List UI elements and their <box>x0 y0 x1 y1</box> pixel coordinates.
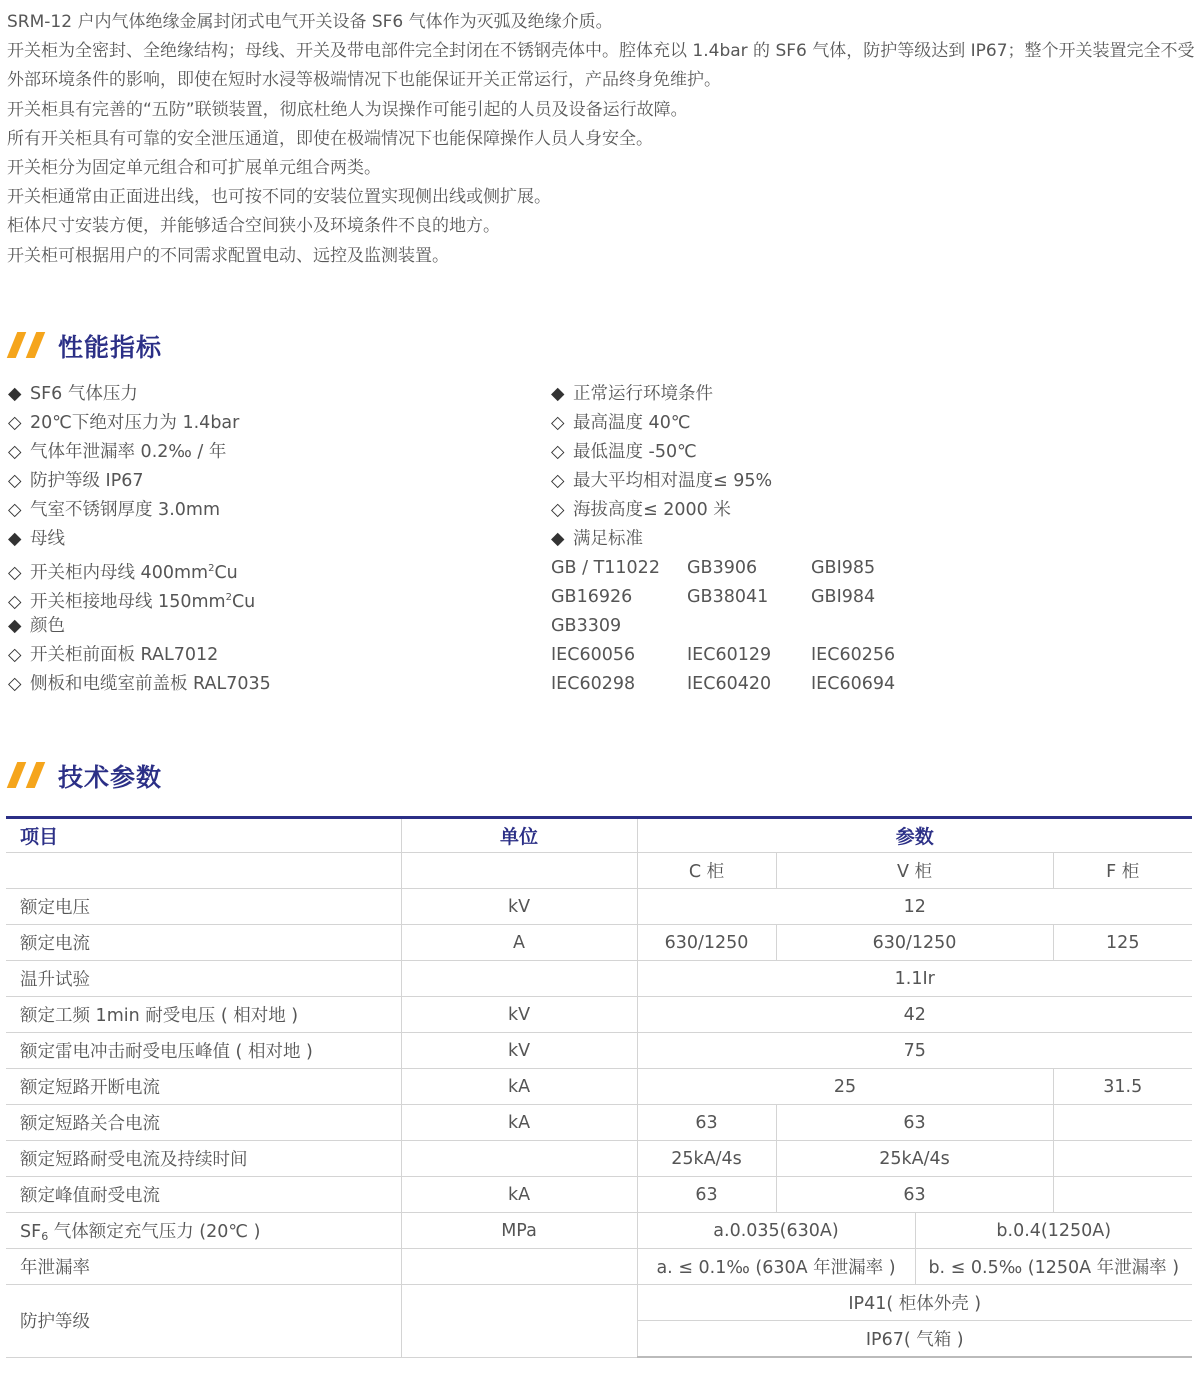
technical-parameters-table <box>6 816 1192 1358</box>
standards-row <box>551 641 895 670</box>
diamond-outline-icon: ◇ <box>8 413 22 433</box>
cell-item: 额定电压 <box>6 889 401 925</box>
list-item-text: 海拔高度≤ 2000 米 <box>573 500 731 520</box>
diamond-outline-icon: ◇ <box>551 413 565 433</box>
list-item-text: 20℃下绝对压力为 1.4bar <box>30 413 240 433</box>
cell-unit <box>401 1141 637 1177</box>
intro-line: 开关柜分为固定单元组合和可扩展单元组合两类。 <box>7 158 381 179</box>
performance-list-right <box>551 380 895 699</box>
list-item <box>551 525 895 554</box>
table-cell <box>6 853 401 889</box>
list-item-text: 最低温度 -50℃ <box>573 442 697 462</box>
standard-code: GB3309 <box>551 616 622 636</box>
cell-unit <box>401 1285 637 1358</box>
heading-slash-icon <box>8 762 48 790</box>
list-item-text: 开关柜内母线 400mm <box>30 563 209 583</box>
list-item <box>551 467 895 496</box>
standard-code: IEC60420 <box>687 674 772 694</box>
diamond-filled-icon: ◆ <box>8 529 22 549</box>
standard-code: GB / T11022 <box>551 558 660 578</box>
table-row <box>6 1141 1192 1177</box>
cell-unit: kV <box>401 889 637 925</box>
cell-item: 额定短路耐受电流及持续时间 <box>6 1141 401 1177</box>
cell-unit <box>401 961 637 997</box>
cell-value: 42 <box>637 997 1192 1033</box>
list-item-text: 气室不锈钢厚度 3.0mm <box>30 500 220 520</box>
list-item-text: 满足标准 <box>573 529 643 549</box>
performance-list-left <box>8 380 271 699</box>
cell-unit: kA <box>401 1177 637 1213</box>
list-item <box>8 583 271 612</box>
cell-item: 额定工频 1min 耐受电压 ( 相对地 ) <box>6 997 401 1033</box>
standard-code: IEC60129 <box>687 645 772 665</box>
diamond-outline-icon: ◇ <box>8 471 22 491</box>
list-item-text: 开关柜接地母线 150mm <box>30 592 226 612</box>
cell-value-f <box>1053 1177 1192 1213</box>
cell-value: IP67( 气箱 ) <box>637 1321 1192 1358</box>
item-suffix: 气体额定充气压力 (20℃ ) <box>48 1222 261 1242</box>
cell-item: 额定短路开断电流 <box>6 1069 401 1105</box>
cell-value: 75 <box>637 1033 1192 1069</box>
cell-value-f <box>1053 1141 1192 1177</box>
intro-text <box>7 8 1195 271</box>
list-item <box>8 641 271 670</box>
diamond-outline-icon: ◇ <box>8 645 22 665</box>
cell-value-a: a.0.035(630A) <box>637 1213 915 1249</box>
list-item <box>8 438 271 467</box>
cell-value-c: 630/1250 <box>637 925 776 961</box>
intro-line: 开关柜可根据用户的不同需求配置电动、远控及监测装置。 <box>7 245 449 266</box>
column-header-item: 项目 <box>6 818 401 853</box>
cell-unit: kV <box>401 1033 637 1069</box>
cell-value-v: 63 <box>776 1177 1053 1213</box>
standard-code: GB16926 <box>551 587 633 607</box>
list-item-text: 侧板和电缆室前盖板 RAL7035 <box>30 674 271 694</box>
standards-row <box>551 612 895 641</box>
list-item-tail: Cu <box>214 563 238 583</box>
intro-line: SRM-12 户内气体绝缘金属封闭式电气开关设备 SF6 气体作为灭弧及绝缘介质。 <box>7 12 613 32</box>
standard-code <box>687 612 811 641</box>
table-row <box>6 925 1192 961</box>
list-item <box>8 612 271 641</box>
table-row <box>6 961 1192 997</box>
superscript: 2 <box>208 563 215 574</box>
standard-code: GBI984 <box>811 587 876 607</box>
list-item-text: 最大平均相对温度≤ 95% <box>573 471 773 491</box>
cell-value-v: 63 <box>776 1105 1053 1141</box>
standard-code: IEC60256 <box>811 645 896 665</box>
intro-line: 开关柜具有完善的“五防”联锁装置，彻底杜绝人为误操作可能引起的人员及设备运行故障。 <box>7 99 688 120</box>
list-item-text: 防护等级 IP67 <box>30 471 144 491</box>
section-title: 性能指标 <box>58 333 163 362</box>
table-row <box>6 1285 1192 1321</box>
cell-unit: kA <box>401 1105 637 1141</box>
diamond-filled-icon: ◆ <box>8 384 22 404</box>
cell-unit: kA <box>401 1069 637 1105</box>
table-row <box>6 1213 1192 1249</box>
cell-unit: kV <box>401 997 637 1033</box>
list-item <box>551 438 895 467</box>
cell-item: 额定短路关合电流 <box>6 1105 401 1141</box>
diamond-outline-icon: ◇ <box>8 500 22 520</box>
table-row <box>6 1249 1192 1285</box>
table-subheader-row <box>6 853 1192 889</box>
diamond-outline-icon: ◇ <box>551 500 565 520</box>
table-row <box>6 1105 1192 1141</box>
table-header-row <box>6 818 1192 853</box>
cell-unit: MPa <box>401 1213 637 1249</box>
standards-row <box>551 670 895 699</box>
standard-code: IEC60056 <box>551 645 636 665</box>
diamond-filled-icon: ◆ <box>8 616 22 636</box>
list-item-text: SF6 气体压力 <box>30 384 138 404</box>
diamond-filled-icon: ◆ <box>551 529 565 549</box>
standard-code: IEC60694 <box>811 674 896 694</box>
table-row <box>6 997 1192 1033</box>
list-item-text: 气体年泄漏率 0.2‰ / 年 <box>30 442 227 462</box>
item-prefix: SF <box>20 1222 42 1242</box>
section-heading-performance <box>8 328 162 364</box>
cell-value-v: 630/1250 <box>776 925 1053 961</box>
superscript: 2 <box>225 592 232 603</box>
section-heading-technical <box>8 758 162 794</box>
standard-code: IEC60298 <box>551 674 636 694</box>
table-row <box>6 1069 1192 1105</box>
cell-value-f: 125 <box>1053 925 1192 961</box>
cell-value-cv: 25 <box>637 1069 1053 1105</box>
list-item-text: 开关柜前面板 RAL7012 <box>30 645 219 665</box>
intro-line: 开关柜通常由正面进出线，也可按不同的安装位置实现侧出线或侧扩展。 <box>7 187 551 208</box>
list-item <box>8 380 271 409</box>
standards-row <box>551 583 895 612</box>
cell-item <box>6 1213 401 1249</box>
cell-value-f: 31.5 <box>1053 1069 1192 1105</box>
list-item <box>8 554 271 583</box>
cell-value-c: 25kA/4s <box>637 1141 776 1177</box>
list-item-text: 最高温度 40℃ <box>573 413 691 433</box>
list-item <box>551 409 895 438</box>
list-item-tail: Cu <box>231 592 256 612</box>
cell-item: 温升试验 <box>6 961 401 997</box>
diamond-outline-icon: ◇ <box>8 563 22 583</box>
intro-line: 开关柜为全密封、全绝缘结构；母线、开关及带电部件完全封闭在不锈钢壳体中。腔体充以 1.4bar 的 SF6 气体，防护等级达到 IP67；整个开关装置完全不受外部环境条件的影响，即使在短时水浸等极端情况下也能保证开关正常运行，产品终身免维护。 <box>7 41 1195 91</box>
cell-unit: A <box>401 925 637 961</box>
list-item-text: 母线 <box>30 529 65 549</box>
list-item <box>8 496 271 525</box>
cell-value-b: b.0.4(1250A) <box>915 1213 1192 1249</box>
section-title: 技术参数 <box>58 763 163 792</box>
list-item <box>551 380 895 409</box>
cell-value-a: a. ≤ 0.1‰ (630A 年泄漏率 ) <box>637 1249 915 1285</box>
diamond-outline-icon: ◇ <box>8 592 22 612</box>
cell-item: 额定电流 <box>6 925 401 961</box>
intro-line: 柜体尺寸安装方便，并能够适合空间狭小及环境条件不良的地方。 <box>7 216 500 237</box>
standard-code: GB3906 <box>687 558 758 578</box>
diamond-outline-icon: ◇ <box>8 674 22 694</box>
subheader-c-cabinet: C 柜 <box>637 853 776 889</box>
cell-value-v: 25kA/4s <box>776 1141 1053 1177</box>
cell-item: 额定雷电冲击耐受电压峰值 ( 相对地 ) <box>6 1033 401 1069</box>
list-item-text: 颜色 <box>30 616 65 636</box>
item-subscript: 6 <box>41 1230 49 1243</box>
table-row <box>6 889 1192 925</box>
cell-value: 1.1Ir <box>637 961 1192 997</box>
list-item <box>8 467 271 496</box>
cell-item: 额定峰值耐受电流 <box>6 1177 401 1213</box>
cell-value: IP41( 柜体外壳 ) <box>637 1285 1192 1321</box>
table-row <box>6 1177 1192 1213</box>
table-cell <box>401 853 637 889</box>
cell-value-f <box>1053 1105 1192 1141</box>
intro-line: 所有开关柜具有可靠的安全泄压通道，即使在极端情况下也能保障操作人员人身安全。 <box>7 128 653 149</box>
cell-item: 防护等级 <box>6 1285 401 1358</box>
subheader-v-cabinet: V 柜 <box>776 853 1053 889</box>
standard-code: GB38041 <box>687 587 769 607</box>
column-header-unit: 单位 <box>401 818 637 853</box>
cell-item: 年泄漏率 <box>6 1249 401 1285</box>
standards-row <box>551 554 895 583</box>
cell-value: 12 <box>637 889 1192 925</box>
diamond-outline-icon: ◇ <box>551 442 565 462</box>
heading-slash-icon <box>8 332 48 360</box>
cell-unit <box>401 1249 637 1285</box>
list-item <box>8 670 271 699</box>
standard-code: GBI985 <box>811 558 876 578</box>
list-item-text: 正常运行环境条件 <box>573 384 713 404</box>
table-row <box>6 1033 1192 1069</box>
diamond-filled-icon: ◆ <box>551 384 565 404</box>
cell-value-b: b. ≤ 0.5‰ (1250A 年泄漏率 ) <box>915 1249 1192 1285</box>
subheader-f-cabinet: F 柜 <box>1053 853 1192 889</box>
cell-value-c: 63 <box>637 1177 776 1213</box>
column-header-param: 参数 <box>637 818 1192 853</box>
cell-value-c: 63 <box>637 1105 776 1141</box>
diamond-outline-icon: ◇ <box>551 471 565 491</box>
list-item <box>8 525 271 554</box>
list-item <box>551 496 895 525</box>
diamond-outline-icon: ◇ <box>8 442 22 462</box>
list-item <box>8 409 271 438</box>
